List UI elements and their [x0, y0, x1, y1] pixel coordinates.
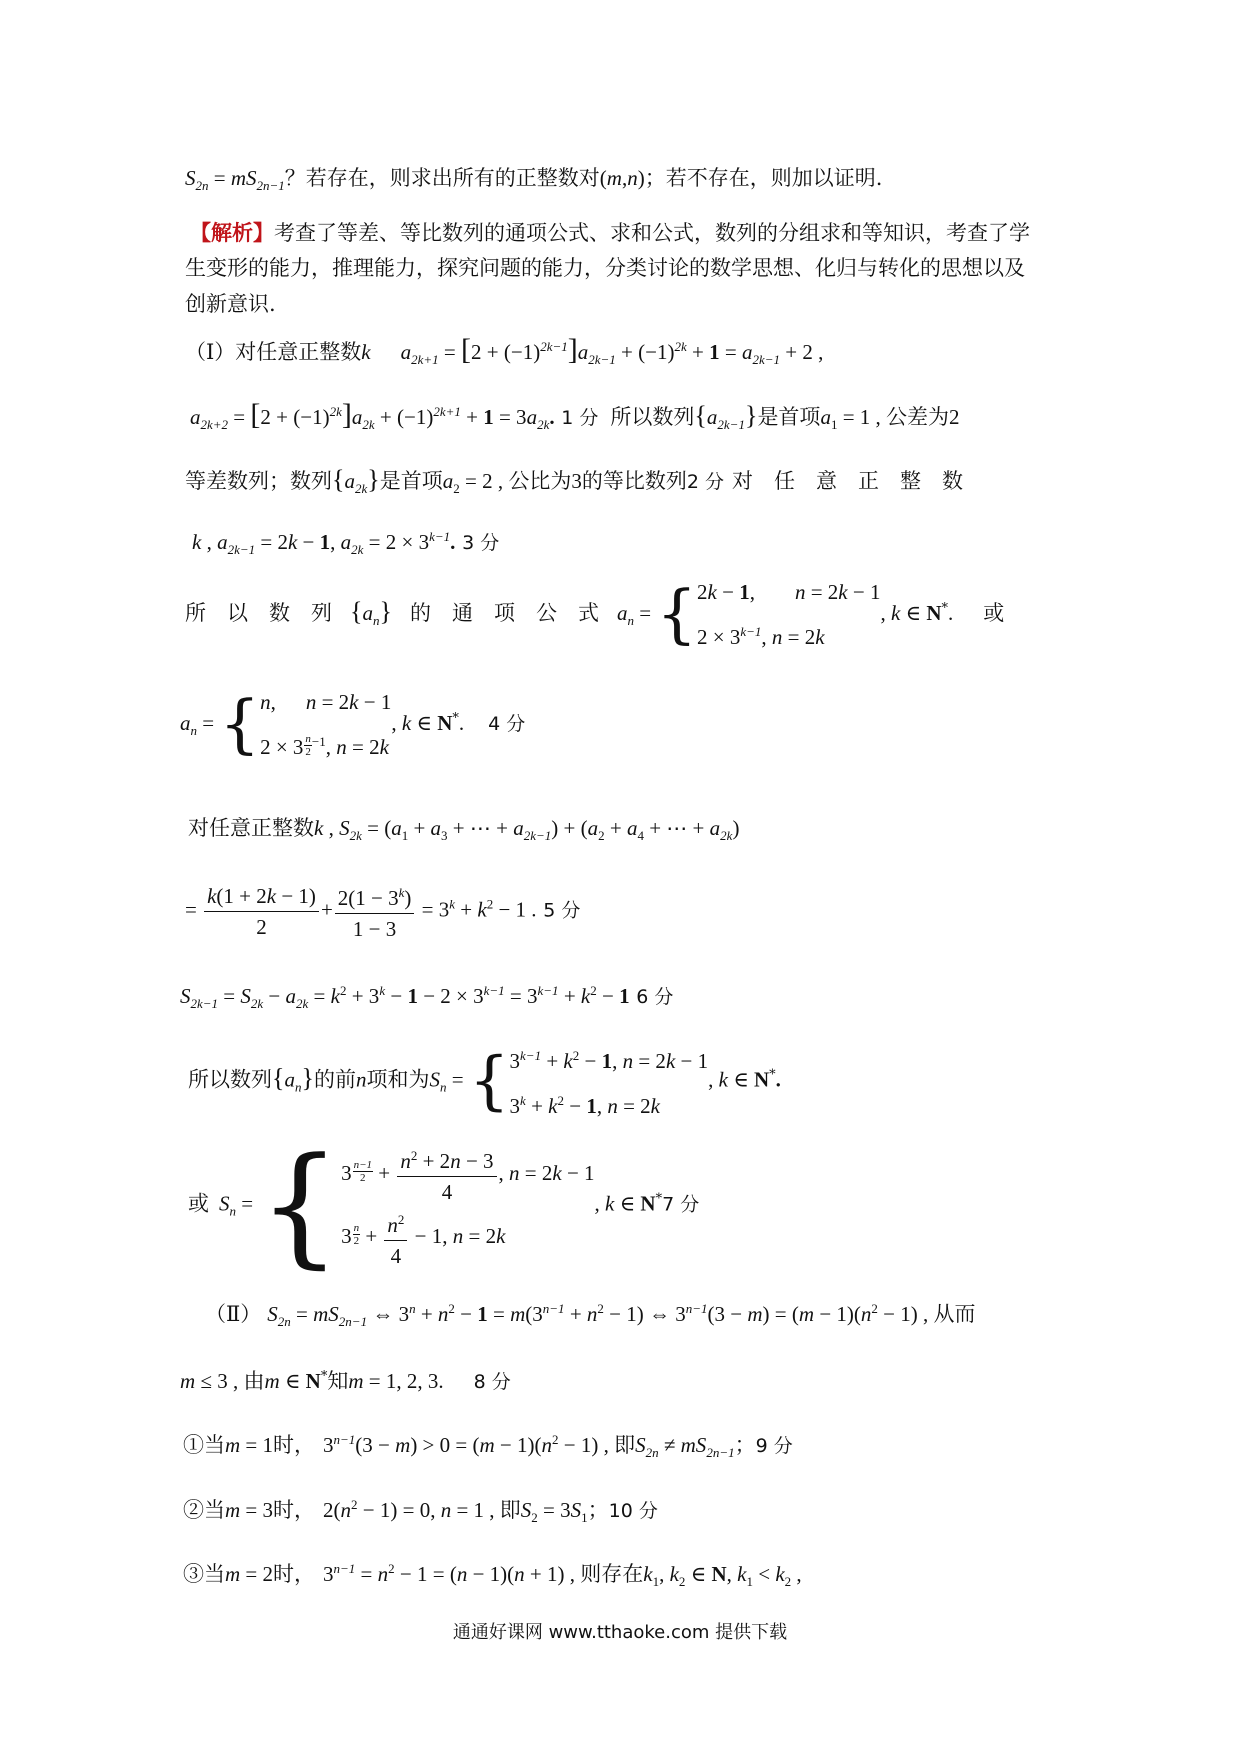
left-brace-3: {	[468, 1044, 510, 1118]
case-1-label: ①当	[183, 1433, 225, 1457]
text-know: 知	[327, 1369, 349, 1393]
score-7: 7 分	[662, 1193, 700, 1216]
case-2-label: ②当	[183, 1498, 225, 1522]
sum-line-3: $S_{2k-1} = S_{2k} - a_{2k} = k^2 + 3^k - 1 - 2 \times 3^{k-1} = 3^{k-1} + k^2 - 1$ 6 分	[180, 983, 674, 1012]
text-first-term-2: 是首项	[379, 469, 443, 493]
text-arith-seq: 等差数列；数列	[185, 469, 332, 493]
score-2: 2 分	[686, 471, 724, 493]
problem-tail-line: $S_{2n} = mS_{2n-1}$？若存在，则求出所有的正整数对(m,n)；若不存在，则加以证明.	[185, 166, 883, 194]
case-3-exist: 则存在	[580, 1562, 644, 1586]
text-sum-mid-2: 项和为	[366, 1067, 430, 1092]
text-sum-mid: 的前	[313, 1067, 356, 1092]
analysis-line-2	[185, 252, 1025, 282]
score-9: 9 分	[755, 1435, 793, 1457]
score-6: 6 分	[636, 986, 674, 1008]
text-geo-seq: 的等比数列	[581, 469, 687, 493]
analysis-line-3	[185, 288, 276, 318]
text-for-any-2: 对任意正整数	[188, 816, 314, 840]
text-common-diff: 公差为	[886, 405, 950, 429]
score-5: 5 分	[543, 899, 581, 922]
text-so-seq: 所以数列	[610, 405, 695, 429]
text-general-formula: 所 以 数 列	[185, 601, 332, 625]
text-or: 或	[983, 601, 1005, 625]
general-formula-line: 所 以 数 列 $\{a_n\}$ 的 通 项 公 式 $a_n = \{2k - 1$, n = 2k − 1 $2 \times 3^{k-1}$, n = 2k, k ∈ N*. 或	[185, 577, 1005, 652]
part2-label: （Ⅱ）	[205, 1302, 262, 1326]
problem-tail-text2: ；若不存在，则加以证明.	[644, 166, 883, 190]
part2-line-1: （Ⅱ） $S_{2n} = mS_{2n-1}$ ⇔ $3^n + n^2 - 1 = m(3^{n-1} + n^2 - 1)$ ⇔ $3^{n-1}(3 - m) = (m - 1)(n^2 - 1)$ , 从而	[205, 1301, 976, 1330]
alt-sum-formula-line: 或 $S_n = \{3$ $\frac{n-1}{2}$ + $\frac{n^2 + 2n - 3}{4}$ , n = 2k − 1 3 $\frac{n}{2}$ + $\frac{n^2}{4}$ − 1, n = 2k, k ∈ N*7 分	[188, 1129, 700, 1281]
analysis-text-2: 生变形的能力，推理能力，探究问题的能力，分类讨论的数学思想、化归与转化的思想以及	[185, 256, 1025, 280]
case-2-time: 时，	[273, 1498, 316, 1522]
score-1: 1 分	[561, 407, 599, 429]
analysis-line-1	[190, 217, 1030, 247]
score-3: 3 分	[462, 532, 500, 554]
case-1-time: 时，	[273, 1433, 316, 1457]
footer-text: 通通好课网 www.tthaoke.com 提供下载	[452, 1622, 788, 1643]
score-8: 8 分	[473, 1371, 511, 1393]
analysis-text-3: 创新意识.	[185, 292, 276, 316]
part1-line-4: k , $a_{2k-1} = 2k - 1$, $a_{2k} = 2 \times 3^{k-1}$. 3 分	[192, 529, 500, 558]
text-hence: 从而	[933, 1302, 976, 1326]
analysis-text-1: 考查了等差、等比数列的通项公式、求和公式，数列的分组求和等知识，考查了学	[274, 221, 1030, 245]
text-ratio: 公比为	[508, 469, 572, 493]
problem-tail-text: ？若存在，则求出所有的正整数对	[284, 166, 600, 190]
text-for-any: 对 任 意 正 整 数	[731, 469, 963, 493]
sum-line-2: = $\frac{k(1 + 2k - 1)}{2}$ + $\frac{2(1 - 3^k)}{1 - 3}$ = $3^k + k^2 - 1$ . 5 分	[185, 880, 580, 942]
alt-formula-line: $a_n = \{n$, n = 2k − 1 2 × 3 $\frac{n}{2}$ $^{-1}$, n = 2k, k ∈ N*. 4 分	[180, 687, 526, 762]
part1-line-3: 等差数列；数列$\{a_{2k}\}$是首项$a_2 = 2$ , 公比为3的等比数列2 分 对 任 意 正 整 数	[185, 465, 963, 497]
case-2-ie: 即	[499, 1498, 521, 1522]
text-first-term: 是首项	[757, 405, 821, 429]
case-1-ie: 即	[614, 1433, 636, 1457]
case-1-line: ①当m = 1时， $3^{n-1}(3 - m) > 0 = (m - 1)(n^2 - 1)$ , 即$S_{2n} \ne mS_{2n-1}$；9 分	[183, 1432, 793, 1461]
case-3-time: 时，	[273, 1562, 316, 1586]
analysis-tag: 【解析】	[190, 220, 274, 245]
part1-label: （Ⅰ）对任意正整数	[185, 340, 362, 364]
score-10: 10 分	[608, 1500, 658, 1522]
case-3-label: ③当	[183, 1562, 225, 1586]
text-or-2: 或	[188, 1191, 209, 1216]
score-4: 4 分	[488, 713, 526, 735]
sum-formula-line: 所以数列$\{a_n\}$的前n项和为$S_n = \{3^{k-1} + k^2 - 1$, n = 2k − 1 $3^k + k^2 - 1$, n = 2k, k ∈ N*.	[188, 1044, 781, 1118]
part2-line-2: m ≤ 3 , 由m ∈ N*知m = 1, 2, 3. 8 分	[180, 1369, 511, 1393]
part1-line-2: $a_{2k+2} = [2 + (-1)^{2k}]a_{2k} + (-1)^{2k+1} + 1 = 3a_{2k}$. 1 分 所以数列$\{a_{2k-1}\}$是首项$a_1 = 1$ , 公差为2	[190, 398, 960, 433]
left-brace-2: {	[219, 687, 261, 762]
case-3-line: ③当m = 2时， $3^{n-1} = n^2 - 1 = (n - 1)(n + 1)$ , 则存在$k_1$, $k_2$ ∈ N, $k_1 < k_2$ ,	[183, 1561, 802, 1590]
case-2-line: ②当m = 3时， $2(n^2 - 1) = 0$, n = 1 , 即$S_2 = 3S_1$；10 分	[183, 1497, 658, 1526]
text-from: 由	[243, 1369, 265, 1393]
text-general-formula-2: 的 通 项 公 式	[409, 601, 599, 625]
left-brace-4: {	[258, 1129, 342, 1281]
sum-line-1: 对任意正整数k , $S_{2k} = (a_1 + a_3$ + ⋯ + $a_{2k-1}) + (a_2 + a_4$ + ⋯ + $a_{2k}$)	[188, 816, 740, 844]
part1-line-1: （Ⅰ）对任意正整数k $a_{2k+1} = [2 + (-1)^{2k-1}]a_{2k-1} + (-1)^{2k} + 1 = a_{2k-1} + 2$ ,	[185, 333, 824, 368]
text-sum-prefix: 所以数列	[188, 1067, 272, 1092]
left-brace: {	[656, 577, 698, 652]
